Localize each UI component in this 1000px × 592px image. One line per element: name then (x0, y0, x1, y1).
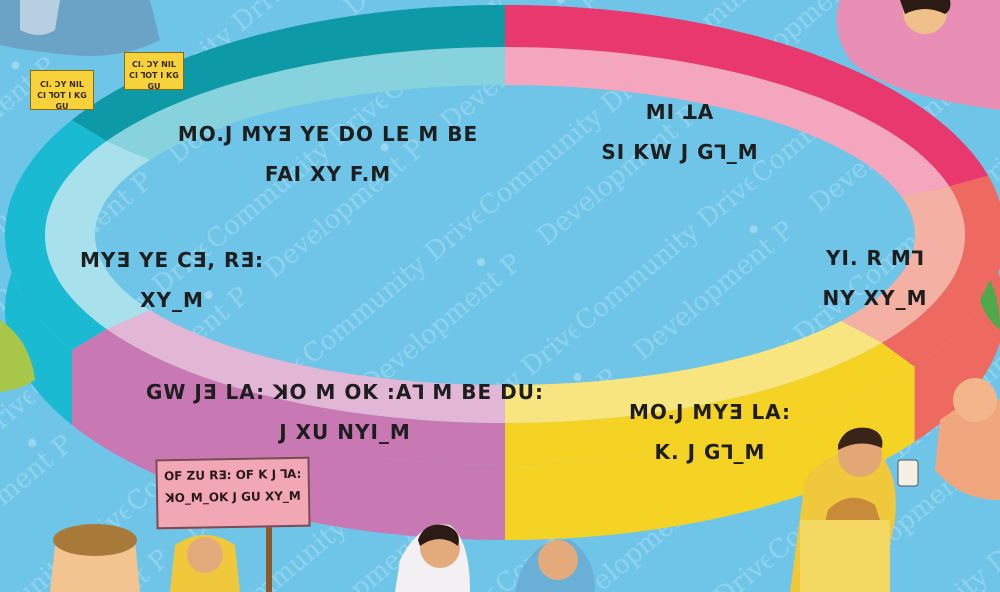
label-purple-line1: GW JƎ LA: ꓘO M OK :A⅂ M BE DU: (145, 380, 545, 404)
ballot-box-2 (124, 52, 184, 90)
label-cyan-line2: XY_M (140, 288, 204, 312)
label-pink (601, 92, 758, 172)
ballot-box-2-line1: CI. ƆY NIL (132, 60, 176, 69)
label-cyan (80, 240, 264, 320)
person-arm-top-left (20, 0, 60, 35)
label-cyan-line1: MYƎ YE CƎ, RƎ: (79, 248, 265, 272)
old-man-head (953, 378, 997, 422)
pink-sign (155, 457, 310, 530)
label-coral-line2: NY XY_M (822, 286, 928, 310)
ballot-box-1-line1: CI. ƆY NIL (40, 80, 84, 89)
sign-line2: ꓘO_M_OK J GU XY_M (165, 488, 301, 506)
label-purple (146, 372, 544, 452)
man-bottom-middle-2-head (538, 540, 578, 580)
label-pink-line2: SI KW J G⅂_M (601, 140, 759, 164)
label-coral-line1: YI. R M⅂ (826, 246, 924, 270)
label-yellow-line1: MO.J MYƎ LA: (628, 400, 792, 424)
ballot-box-1 (30, 70, 94, 110)
ballot-box-2-line2: CI ⅂OT I KG GU (129, 71, 179, 91)
label-coral (823, 238, 928, 318)
basket (53, 524, 137, 556)
person-yellow-scarf-head (187, 537, 223, 573)
label-purple-line2: J XU NYI_M (279, 420, 411, 444)
shirt-bottom-right (800, 520, 890, 592)
teacup (898, 460, 918, 486)
label-teal (178, 114, 478, 194)
ballot-box-1-line2: CI ⅂OT I KG GU (37, 91, 87, 111)
label-yellow-line2: K. J G⅂_M (654, 440, 766, 464)
sign-pole (266, 520, 272, 592)
label-pink-line1: MI ꓕA (645, 100, 715, 124)
label-teal-line2: FAI XY F.M (264, 162, 392, 186)
sign-line1: OF ZU RƎ: OF K J ⅂A: (163, 466, 302, 484)
label-teal-line1: MO.J MYƎ YE DO LE M BE (177, 122, 479, 146)
label-yellow (629, 392, 791, 472)
